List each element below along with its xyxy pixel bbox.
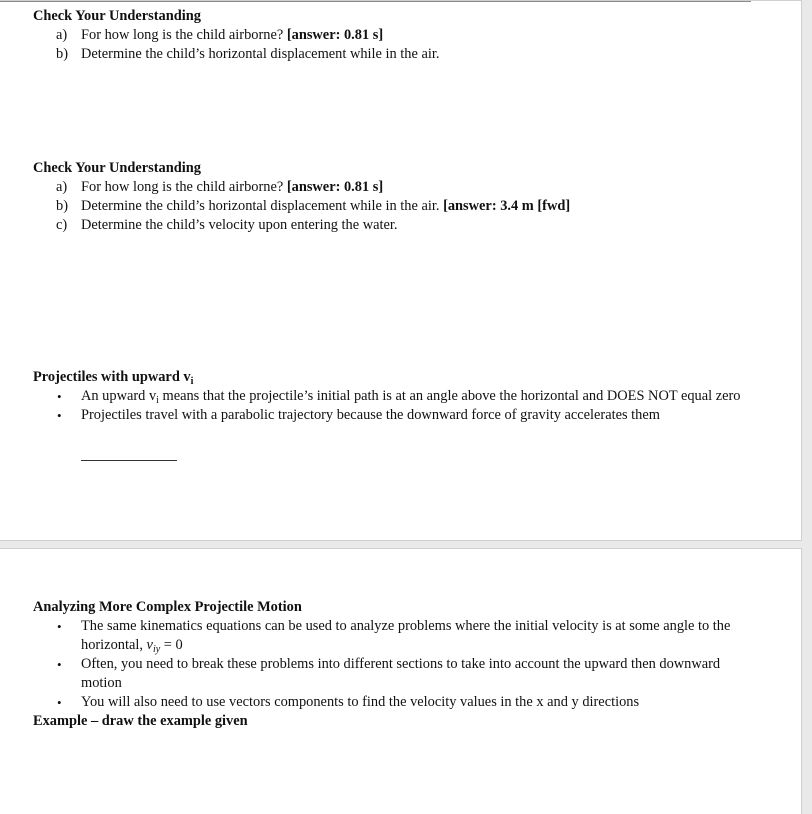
bullet-icon: • [57,657,62,672]
answer-text: [answer: 0.81 s] [286,179,384,195]
bullet-item: • Often, you need to break these problems into different sections to take into account the upward then downward motion [57,656,721,691]
question-item [33,178,761,197]
answer-text: [answer: 0.81 s] [286,27,384,43]
question-text: Determine the child’s velocity upon entering the water. [81,217,398,233]
top-rule [0,1,751,2]
bullet-list [33,617,761,712]
fill-in-blank-line [81,460,177,461]
bullet-item: • You will also need to use vectors components to find the velocity values in the x and y directions [57,694,640,710]
question-text: Determine the child’s horizontal displacement while in the air. [81,198,444,214]
bullet-icon: • [57,695,62,710]
complex-projectile-section [33,598,761,731]
bullet-icon: • [57,619,62,634]
check-understanding-section-1 [33,7,761,64]
question-item [33,26,761,45]
section-heading: Projectiles with upward $v_i$ [33,369,194,387]
section-heading: Check Your Understanding [33,160,201,176]
bullet-list [33,387,761,425]
list-marker: c) [56,217,68,233]
question-list [33,178,761,235]
projectiles-upward-section [33,368,761,425]
list-marker: a) [56,27,68,43]
question-item [33,197,761,216]
document-page-2 [0,548,802,814]
bullet-icon: • [57,408,62,423]
bullet-item: • An upward $v_i$ means that the projectile’s initial path is at an angle above the horizontal and DOES NOT equal zero [57,388,741,406]
question-text: For how long is the child airborne? [81,27,287,43]
bullet-item: • Projectiles travel with a parabolic trajectory because the downward force of gravity accelerates them [57,407,660,423]
answer-text: [answer: 3.4 m [fwd] [443,198,571,214]
list-marker: b) [56,46,68,62]
list-marker: a) [56,179,68,195]
question-text: For how long is the child airborne? [81,179,287,195]
question-item [33,45,761,64]
section-heading: Analyzing More Complex Projectile Motion [33,599,302,615]
example-heading: Example – draw the example given [33,713,248,729]
section-heading: Check Your Understanding [33,8,201,24]
question-list [33,26,761,64]
bullet-item: • The same kinematics equations can be used to analyze problems where the initial velocity is at some angle to the horizontal, $v_{iy} = 0$ [57,618,731,655]
list-marker: b) [56,198,68,214]
question-item [33,216,761,235]
bullet-icon: • [57,389,62,404]
question-text: Determine the child’s horizontal displacement while in the air. [81,46,440,62]
check-understanding-section-2 [33,159,761,235]
